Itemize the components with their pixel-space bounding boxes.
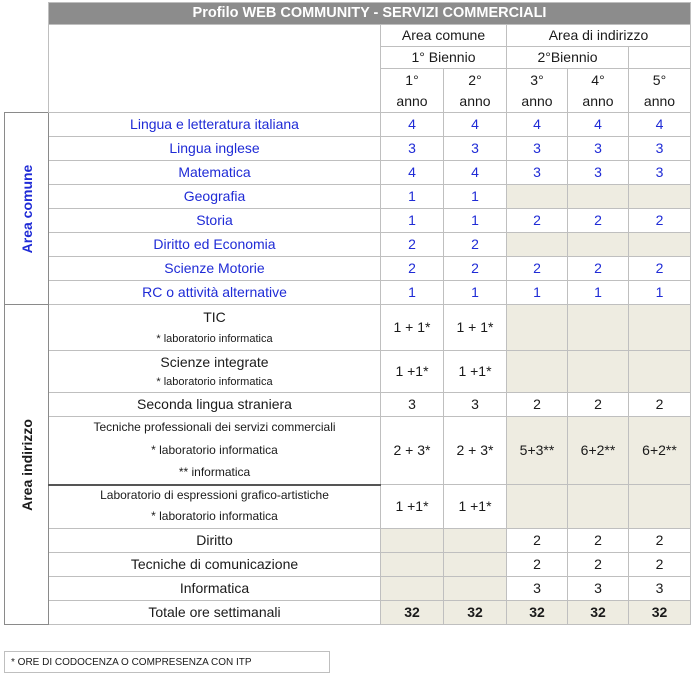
hours-cell: 3 (629, 161, 691, 185)
hours-cell: 2 (444, 257, 507, 281)
hours-cell: 6+2** (568, 417, 629, 485)
shaded-empty-cell (629, 185, 691, 209)
hours-cell: 4 (568, 113, 629, 137)
hours-cell: 6+2** (629, 417, 691, 485)
hours-cell: 1 + 1* (444, 305, 507, 351)
hours-cell: 3 (507, 577, 568, 601)
hours-cell: 2 (507, 553, 568, 577)
hours-cell: 1 (568, 281, 629, 305)
total-cell: 32 (568, 601, 629, 625)
subject-note: * laboratorio informatica (49, 439, 381, 463)
hours-cell: 2 + 3* (381, 417, 444, 485)
hours-cell: 3 (444, 393, 507, 417)
total-cell: 32 (444, 601, 507, 625)
hours-cell: 3 (381, 137, 444, 161)
subject-name: Informatica (49, 577, 381, 601)
hours-cell: 2 (507, 209, 568, 233)
subject-note: ** informatica (49, 463, 381, 485)
shaded-empty-cell (507, 233, 568, 257)
shaded-empty-cell (381, 577, 444, 601)
hours-cell: 2 (568, 529, 629, 553)
hours-cell: 1 (444, 281, 507, 305)
hours-cell: 4 (444, 161, 507, 185)
subject-note: * laboratorio informatica (49, 373, 381, 393)
subject-name: RC o attività alternative (49, 281, 381, 305)
header-area-comune: Area comune (381, 25, 507, 47)
hours-cell: 1 +1* (444, 485, 507, 529)
hours-cell: 5+3** (507, 417, 568, 485)
subject-name: Diritto (49, 529, 381, 553)
subject-name: Diritto ed Economia (49, 233, 381, 257)
year-number: 4° (568, 69, 629, 91)
subject-name: Lingua inglese (49, 137, 381, 161)
hours-cell: 1 +1* (381, 485, 444, 529)
year-label: anno (444, 91, 507, 113)
subject-name: Matematica (49, 161, 381, 185)
hours-cell: 1 +1* (381, 351, 444, 393)
corner-blank (5, 25, 49, 47)
subject-note: * laboratorio informatica (49, 507, 381, 529)
hours-cell: 4 (507, 113, 568, 137)
year-number: 2° (444, 69, 507, 91)
header-biennio-2: 2°Biennio (507, 47, 629, 69)
hours-cell: 1 (629, 281, 691, 305)
hours-cell: 4 (444, 113, 507, 137)
header-biennio-1: 1° Biennio (381, 47, 507, 69)
year-label: anno (507, 91, 568, 113)
total-label: Totale ore settimanali (49, 601, 381, 625)
hours-cell: 1 (381, 281, 444, 305)
shaded-empty-cell (381, 529, 444, 553)
subject-name: Scienze Motorie (49, 257, 381, 281)
year-number: 1° (381, 69, 444, 91)
hours-cell: 2 (568, 553, 629, 577)
total-cell: 32 (381, 601, 444, 625)
hours-cell: 1 (381, 209, 444, 233)
hours-cell: 2 (629, 393, 691, 417)
hours-cell: 1 +1* (444, 351, 507, 393)
subject-name: Tecniche di comunicazione (49, 553, 381, 577)
hours-cell: 4 (381, 113, 444, 137)
shaded-empty-cell (629, 351, 691, 393)
hours-cell: 2 (629, 209, 691, 233)
shaded-empty-cell (507, 485, 568, 529)
curriculum-table (4, 2, 691, 625)
side-label-area-comune (5, 113, 49, 305)
hours-cell: 1 (444, 209, 507, 233)
header-area-indirizzo: Area di indirizzo (507, 25, 691, 47)
hours-cell: 3 (629, 577, 691, 601)
curriculum-table-wrapper (4, 2, 691, 625)
hours-cell: 2 (381, 233, 444, 257)
hours-cell: 1 (507, 281, 568, 305)
header-blank (629, 47, 691, 69)
shaded-empty-cell (381, 553, 444, 577)
subject-name: Storia (49, 209, 381, 233)
hours-cell: 2 (381, 257, 444, 281)
total-cell: 32 (629, 601, 691, 625)
year-label: anno (568, 91, 629, 113)
subject-name: Seconda lingua straniera (49, 393, 381, 417)
shaded-empty-cell (568, 351, 629, 393)
shaded-empty-cell (629, 305, 691, 351)
hours-cell: 1 (444, 185, 507, 209)
shaded-empty-cell (507, 185, 568, 209)
shaded-empty-cell (444, 577, 507, 601)
subject-name: Lingua e letteratura italiana (49, 113, 381, 137)
corner-blank (5, 69, 49, 91)
area-indirizzo-label: Area indirizzo (18, 418, 35, 511)
shaded-empty-cell (568, 233, 629, 257)
year-number: 3° (507, 69, 568, 91)
hours-cell: 3 (568, 137, 629, 161)
hours-cell: 3 (381, 393, 444, 417)
corner-blank (5, 91, 49, 113)
subject-name: Geografia (49, 185, 381, 209)
hours-cell: 4 (381, 161, 444, 185)
side-label-area-indirizzo (5, 305, 49, 625)
hours-cell: 2 (629, 553, 691, 577)
hours-cell: 2 + 3* (444, 417, 507, 485)
subject-name: Scienze integrate (49, 351, 381, 373)
hours-cell: 3 (507, 137, 568, 161)
shaded-empty-cell (444, 553, 507, 577)
hours-cell: 2 (629, 529, 691, 553)
shaded-empty-cell (629, 485, 691, 529)
year-number: 5° (629, 69, 691, 91)
year-label: anno (381, 91, 444, 113)
subject-header-blank (49, 25, 381, 113)
hours-cell: 4 (629, 113, 691, 137)
area-comune-label: Area comune (18, 164, 35, 253)
subject-note: * laboratorio informatica (49, 329, 381, 351)
hours-cell: 3 (507, 161, 568, 185)
hours-cell: 3 (568, 161, 629, 185)
subject-name: Laboratorio di espressioni grafico-artistiche (49, 485, 381, 507)
total-cell: 32 (507, 601, 568, 625)
hours-cell: 2 (568, 209, 629, 233)
hours-cell: 2 (507, 529, 568, 553)
year-label: anno (629, 91, 691, 113)
hours-cell: 2 (507, 257, 568, 281)
hours-cell: 2 (568, 393, 629, 417)
footnote: * ORE DI CODOCENZA O COMPRESENZA CON ITP (4, 651, 330, 673)
hours-cell: 3 (568, 577, 629, 601)
subject-name: TIC (49, 305, 381, 329)
shaded-empty-cell (507, 351, 568, 393)
shaded-empty-cell (568, 185, 629, 209)
hours-cell: 2 (444, 233, 507, 257)
hours-cell: 2 (507, 393, 568, 417)
hours-cell: 3 (629, 137, 691, 161)
shaded-empty-cell (629, 233, 691, 257)
table-title: Profilo WEB COMMUNITY - SERVIZI COMMERCIALI (49, 3, 691, 25)
hours-cell: 3 (444, 137, 507, 161)
shaded-empty-cell (444, 529, 507, 553)
hours-cell: 1 + 1* (381, 305, 444, 351)
corner-blank (5, 3, 49, 25)
corner-blank (5, 47, 49, 69)
shaded-empty-cell (568, 485, 629, 529)
hours-cell: 2 (629, 257, 691, 281)
subject-name: Tecniche professionali dei servizi commerciali (49, 417, 381, 439)
hours-cell: 1 (381, 185, 444, 209)
shaded-empty-cell (507, 305, 568, 351)
hours-cell: 2 (568, 257, 629, 281)
shaded-empty-cell (568, 305, 629, 351)
